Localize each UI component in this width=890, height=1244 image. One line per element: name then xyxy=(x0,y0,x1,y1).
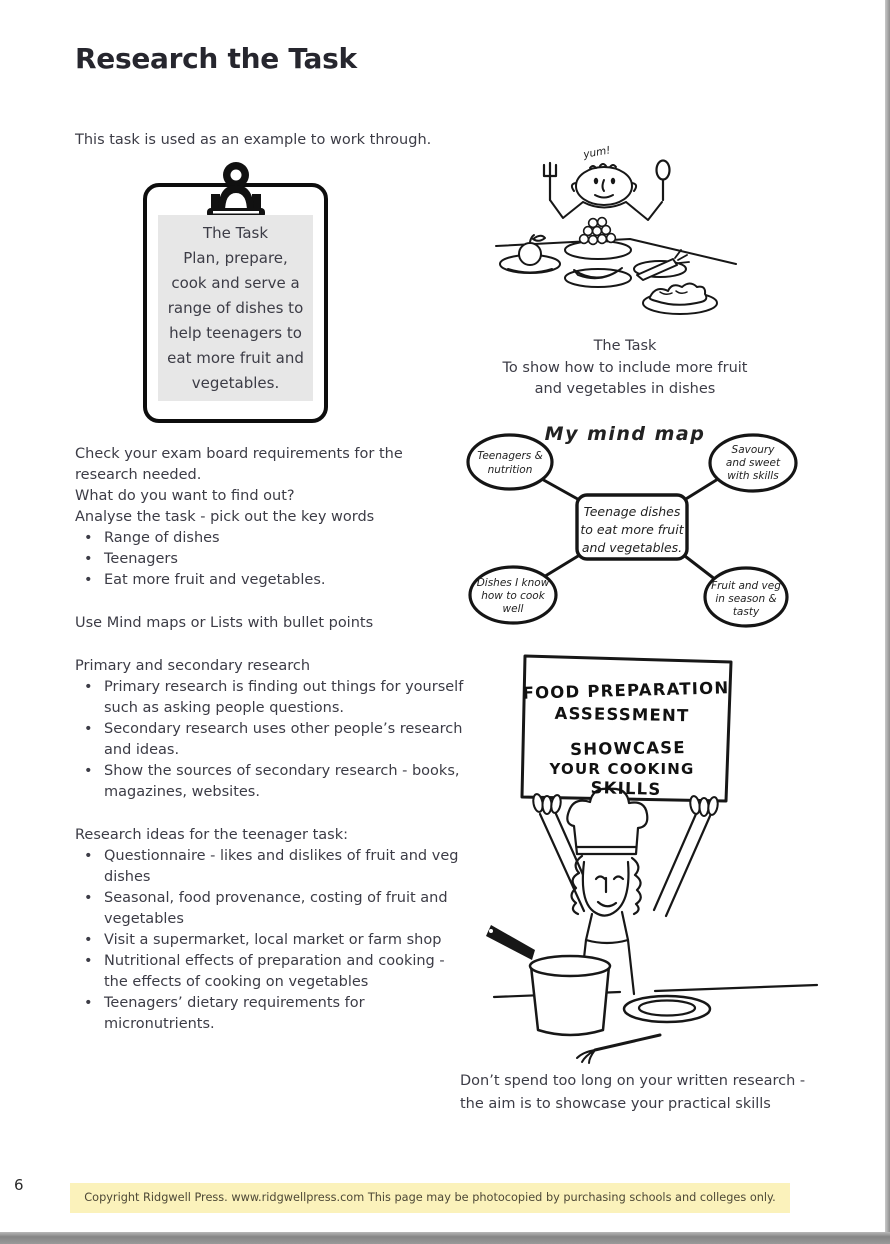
closing-note xyxy=(460,1070,805,1115)
right-hand xyxy=(689,795,719,816)
fork-icon xyxy=(544,163,556,200)
list-item: • Teenagers xyxy=(75,549,467,570)
left-text-column xyxy=(75,444,467,1035)
mind-map-title: My mind map xyxy=(544,423,706,445)
list-item: • Teenagers’ dietary requirements for micronutrients. xyxy=(75,993,467,1035)
sign-text-line: FOOD PREPARATION xyxy=(522,678,730,703)
section-heading-research-types: Primary and secondary research xyxy=(75,658,311,674)
apple-icon xyxy=(519,243,541,265)
list-item: • Seasonal, food provenance, costing of fruit and vegetables xyxy=(75,888,467,930)
research-types-list xyxy=(75,677,467,803)
closing-note-line: Don’t spend too long on your written research - xyxy=(460,1073,806,1089)
node-label: and sweet xyxy=(725,457,781,469)
clipboard-illustration xyxy=(143,183,328,423)
center-node-label: and vegetables. xyxy=(581,540,683,555)
eating-illustration xyxy=(480,142,830,334)
node-label: nutrition xyxy=(487,464,533,476)
clipboard-task-line: eat more fruit and xyxy=(167,348,304,367)
left-hand xyxy=(532,793,562,814)
table-plates xyxy=(496,218,736,314)
person-figure xyxy=(544,144,670,220)
center-node-label: to eat more fruit xyxy=(580,522,684,537)
vegetables-icon xyxy=(650,284,707,305)
clipboard-task-line: cook and serve a xyxy=(171,273,300,292)
sign-text-line: ASSESSMENT xyxy=(554,703,690,726)
page-title: Research the Task xyxy=(75,42,357,75)
key-words-list xyxy=(75,528,467,591)
list-item: • Nutritional effects of preparation and cooking - the effects of cooking on vegetables xyxy=(75,951,467,993)
task-caption-line: To show how to include more fruit xyxy=(502,359,748,376)
node-label: well xyxy=(502,603,524,615)
clipboard-task-line: range of dishes to xyxy=(167,298,304,317)
sign-text-line: SHOWCASE xyxy=(570,737,686,760)
intro-text: This task is used as an example to work through. xyxy=(75,132,432,148)
list-item: • Primary research is finding out things for yourself such as asking people questions. xyxy=(75,677,467,719)
node-label: tasty xyxy=(732,606,760,618)
node-label: Teenagers & xyxy=(477,450,543,462)
list-item: • Show the sources of secondary research - books, magazines, websites. xyxy=(75,761,467,803)
mind-map-illustration xyxy=(458,432,803,632)
clipboard-task-line: vegetables. xyxy=(191,373,280,392)
node-label: in season & xyxy=(715,593,777,605)
page-number: 6 xyxy=(14,1176,24,1194)
task-caption xyxy=(470,336,780,401)
copyright-text: Copyright Ridgwell Press. www.ridgwellpress.com This page may be photocopied by purchasing schools and colleges only. xyxy=(84,1191,776,1204)
closing-note-line: the aim is to showcase your practical skills xyxy=(460,1095,771,1112)
sign-text-line: SKILLS xyxy=(590,778,662,799)
page-edge-right xyxy=(885,0,890,1244)
speech-yum: yum! xyxy=(582,144,612,161)
list-item: • Visit a supermarket, local market or farm shop xyxy=(75,930,467,951)
mind-map-node-top-left xyxy=(468,435,552,489)
list-item: • Eat more fruit and vegetables. xyxy=(75,570,467,591)
list-item: • Range of dishes xyxy=(75,528,467,549)
list-item: • Secondary research uses other people’s research and ideas. xyxy=(75,719,467,761)
plate-icon xyxy=(624,996,710,1022)
analysis-line: What do you want to find out? xyxy=(75,488,295,504)
research-ideas-list xyxy=(75,846,467,1035)
clipboard-paper xyxy=(158,215,313,401)
clipboard-task-line: Plan, prepare, xyxy=(183,248,288,267)
page-edge-bottom xyxy=(0,1232,890,1244)
clipboard-task-line: help teenagers to xyxy=(169,323,302,342)
list-item: • Questionnaire - likes and dislikes of fruit and veg dishes xyxy=(75,846,467,888)
clipboard-task-line: The Task xyxy=(202,223,269,242)
grapes-icon xyxy=(580,218,616,245)
chef-illustration xyxy=(470,648,835,1066)
node-label: Dishes I know xyxy=(476,577,550,589)
section-heading-research-ideas: Research ideas for the teenager task: xyxy=(75,827,348,843)
fork-icon xyxy=(577,1035,660,1063)
sign-text-line: YOUR COOKING xyxy=(549,760,695,778)
node-label: how to cook xyxy=(481,590,545,602)
analysis-line: Check your exam board requirements for the research needed. xyxy=(75,446,403,483)
node-label: with skills xyxy=(727,470,779,482)
analysis-line: Analyse the task - pick out the key words xyxy=(75,509,375,525)
task-caption-line: and vegetables in dishes xyxy=(534,381,716,397)
center-node-label: Teenage dishes xyxy=(583,504,681,519)
node-label: Savoury xyxy=(731,444,775,456)
copyright-bar xyxy=(70,1183,790,1213)
mindmap-tip: Use Mind maps or Lists with bullet points xyxy=(75,615,374,631)
task-caption-line: The Task xyxy=(593,338,657,354)
node-label: Fruit and veg xyxy=(711,580,781,592)
